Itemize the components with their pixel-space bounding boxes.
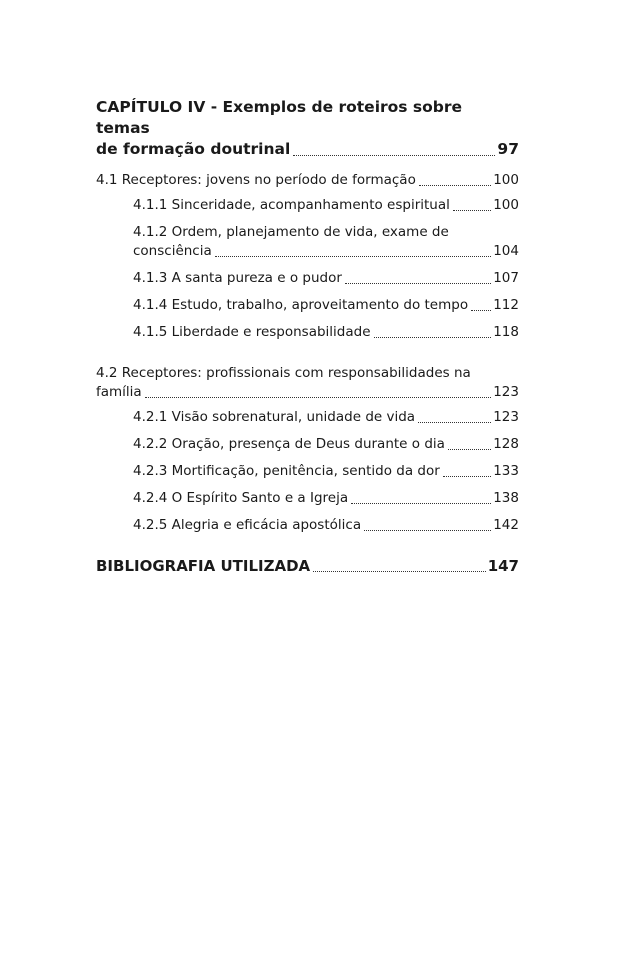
dot-leader [215, 256, 491, 257]
dot-leader [145, 397, 492, 398]
page-number: 97 [497, 140, 519, 158]
toc-subsection-4-2-4[interactable] [133, 489, 519, 508]
dot-leader [448, 449, 491, 450]
toc-subsection-4-2-5[interactable] [133, 516, 519, 535]
page-number: 112 [493, 297, 519, 313]
toc-subsection-4-1-3[interactable] [133, 269, 519, 288]
dot-leader [453, 210, 491, 211]
subsection-title: 4.1.4 Estudo, trabalho, aproveitamento do tempo [133, 297, 469, 313]
subsection-title: 4.1.5 Liberdade e responsabilidade [133, 324, 371, 340]
chapter-title-line2: de formação doutrinal [96, 140, 291, 158]
subsection-title: 4.1.1 Sinceridade, acompanhamento espiritual [133, 197, 450, 213]
toc-subsection-4-1-4[interactable] [133, 296, 519, 315]
subsection-title-line2: consciência [133, 243, 212, 259]
subsection-title: 4.2.2 Oração, presença de Deus durante o dia [133, 436, 445, 452]
section-title-line2: família [96, 384, 142, 400]
toc-subsection-4-2-3[interactable] [133, 462, 519, 481]
page-number: 128 [493, 436, 519, 452]
dot-leader [313, 571, 486, 572]
page-number: 123 [493, 409, 519, 425]
page-number: 123 [493, 384, 519, 400]
toc-subsection-4-1-2[interactable] [133, 223, 519, 261]
page-number: 142 [493, 517, 519, 533]
subsection-title: 4.2.4 O Espírito Santo e a Igreja [133, 490, 349, 506]
page-number: 100 [493, 197, 519, 213]
subsection-title-line1: 4.1.2 Ordem, planejamento de vida, exame de [133, 224, 449, 240]
dot-leader [443, 476, 491, 477]
dot-leader [345, 283, 491, 284]
dot-leader [374, 337, 492, 338]
section-title-line1: 4.2 Receptores: profissionais com responsabilidades na [96, 365, 471, 381]
dot-leader [471, 310, 491, 311]
page-number: 138 [493, 490, 519, 506]
dot-leader [293, 155, 495, 156]
page-number: 147 [487, 557, 519, 575]
dot-leader [419, 185, 491, 186]
subsection-title: 4.1.3 A santa pureza e o pudor [133, 270, 342, 286]
chapter-title-line1: CAPÍTULO IV - Exemplos de roteiros sobre temas [96, 98, 463, 137]
bibliography-title: BIBLIOGRAFIA UTILIZADA [96, 557, 311, 575]
toc-subsection-4-2-1[interactable] [133, 408, 519, 427]
toc-section-4-1[interactable] [96, 171, 519, 190]
subsection-title: 4.2.5 Alegria e eficácia apostólica [133, 517, 362, 533]
subsection-title: 4.2.3 Mortificação, penitência, sentido da dor [133, 463, 440, 479]
toc-subsection-4-1-1[interactable] [133, 196, 519, 215]
toc-bibliography-entry[interactable] [96, 556, 519, 576]
toc-section-4-2[interactable] [96, 364, 519, 402]
page-number: 104 [493, 243, 519, 259]
subsection-title: 4.2.1 Visão sobrenatural, unidade de vida [133, 409, 416, 425]
page-number: 118 [493, 324, 519, 340]
toc-chapter-entry[interactable] [96, 97, 519, 160]
toc-subsection-4-2-2[interactable] [133, 435, 519, 454]
toc-subsection-4-1-5[interactable] [133, 323, 519, 342]
section-title: 4.1 Receptores: jovens no período de formação [96, 172, 416, 188]
table-of-contents [96, 97, 519, 576]
page-number: 100 [493, 172, 519, 188]
dot-leader [364, 530, 491, 531]
page-number: 133 [493, 463, 519, 479]
dot-leader [418, 422, 491, 423]
page-number: 107 [493, 270, 519, 286]
dot-leader [351, 503, 491, 504]
